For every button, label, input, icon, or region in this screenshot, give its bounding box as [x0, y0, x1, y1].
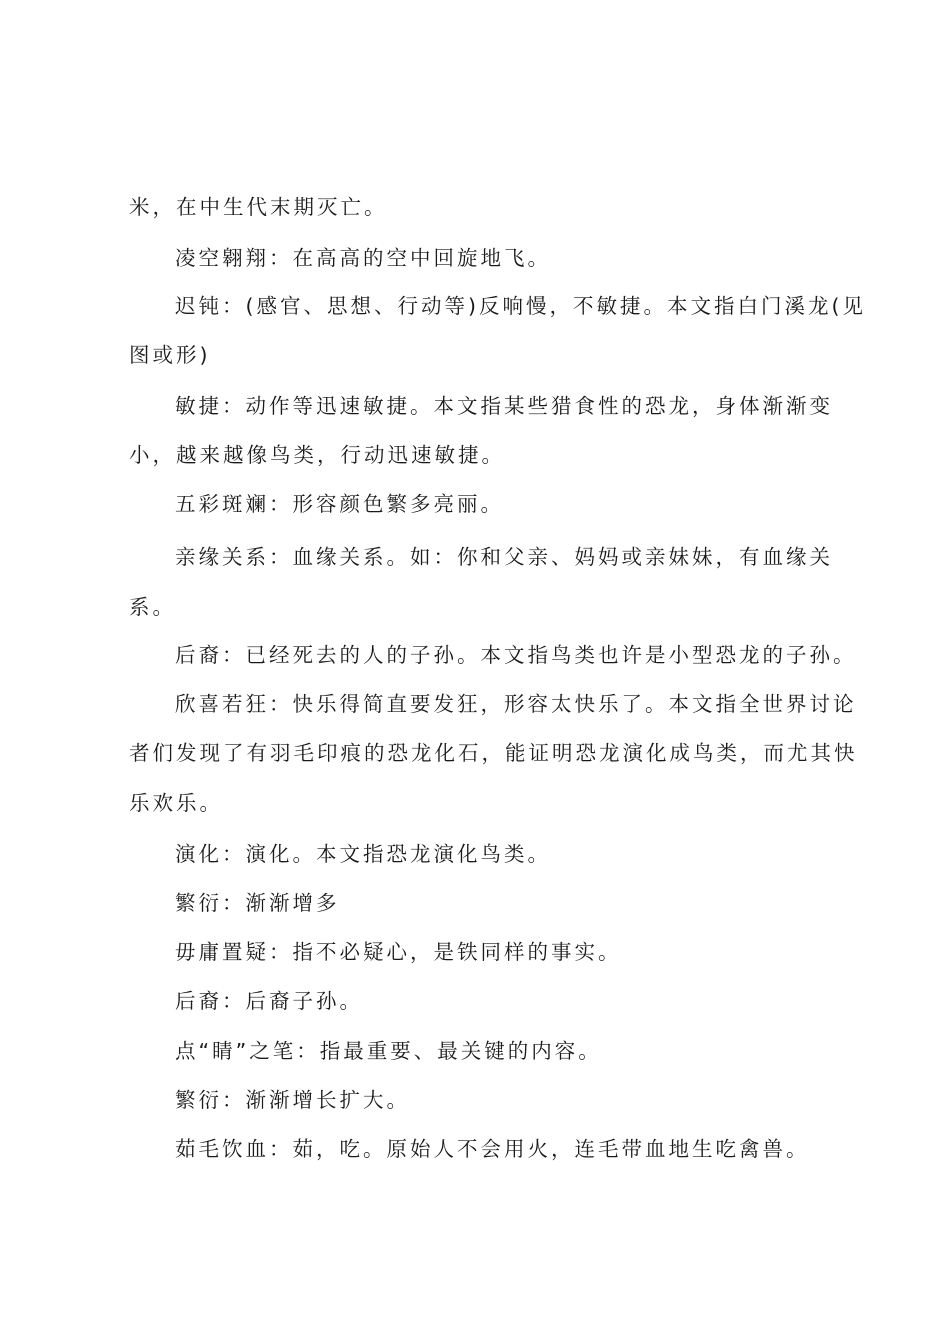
definition-minjie-continuation: 小，越来越像鸟类，行动迅速敏捷。: [129, 443, 505, 467]
text-line-continuation: 米，在中生代末期灭亡。: [129, 195, 388, 219]
definition-wuyong-zhiyi: 毋庸置疑：指不必疑心，是铁同样的事实。: [175, 940, 622, 964]
definition-chidun: 迟钝：(感官、思想、行动等)反响慢，不敏捷。本文指白门溪龙(见: [175, 294, 866, 318]
definition-minjie: 敏捷：动作等迅速敏捷。本文指某些猎食性的恐龙，身体渐渐变: [175, 394, 833, 418]
definition-lingkong-aoxiang: 凌空翱翔：在高高的空中回旋地飞。: [175, 246, 551, 270]
definition-chidun-continuation: 图或形): [129, 343, 211, 367]
definition-fanyan-2: 繁衍：渐渐增长扩大。: [175, 1088, 410, 1112]
definition-houyi: 后裔：已经死去的人的子孙。本文指鸟类也许是小型恐龙的子孙。: [175, 643, 857, 667]
definition-fanyan: 繁衍：渐渐增多: [175, 891, 340, 915]
definition-xinxi-ruokuang-continuation: 者们发现了有羽毛印痕的恐龙化石，能证明恐龙演化成鸟类，而尤其快: [129, 741, 858, 765]
definition-xinxi-ruokuang-end: 乐欢乐。: [129, 791, 223, 815]
definition-wucai-banlan: 五彩斑斓：形容颜色繁多亮丽。: [175, 492, 504, 516]
definition-dianjing-zhibi: 点“睛”之笔：指最重要、最关键的内容。: [175, 1039, 602, 1063]
definition-houyi-2: 后裔：后裔子孙。: [175, 989, 363, 1013]
definition-yanhua: 演化：演化。本文指恐龙演化鸟类。: [175, 842, 551, 866]
definition-qinyuan-guanxi: 亲缘关系：血缘关系。如：你和父亲、妈妈或亲妹妹，有血缘关: [175, 545, 833, 569]
definition-rumao-yinxue: 茹毛饮血：茹，吃。原始人不会用火，连毛带血地生吃禽兽。: [175, 1137, 810, 1161]
definition-xinxi-ruokuang: 欣喜若狂：快乐得简直要发狂，形容太快乐了。本文指全世界讨论: [175, 692, 857, 716]
definition-qinyuan-guanxi-continuation: 系。: [129, 595, 176, 619]
